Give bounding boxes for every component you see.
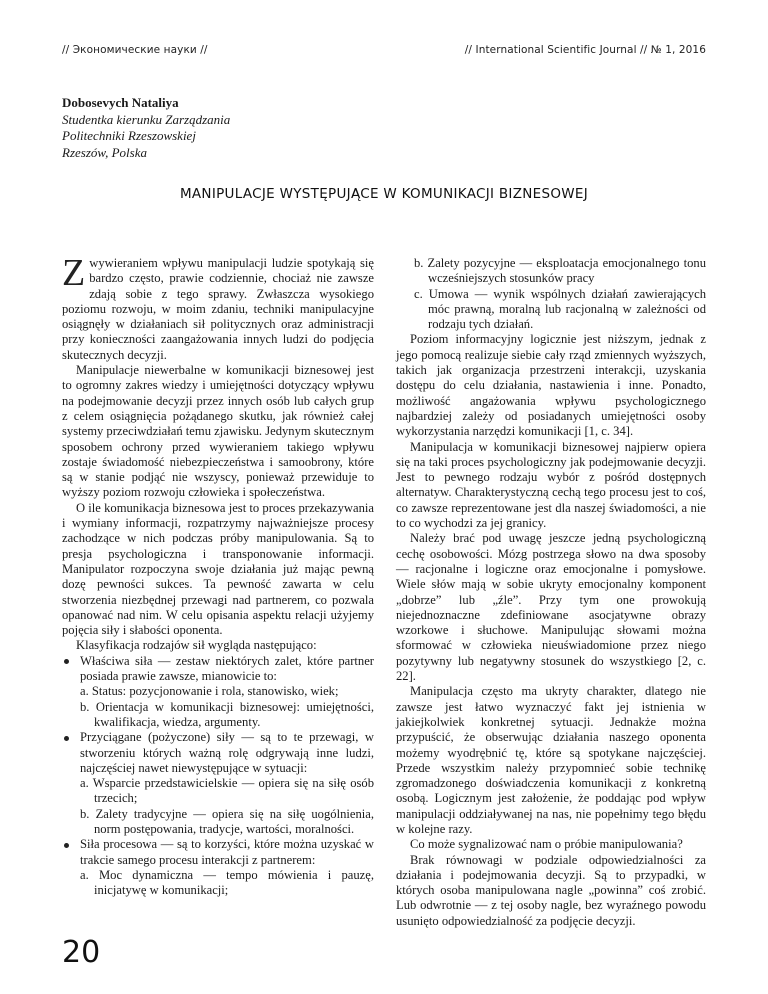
- sub-list-item: b. Zalety pozycyjne — eksploatacja emocjonalnego tonu wcześniejszych stosunków pracy: [414, 256, 706, 286]
- paragraph: Należy brać pod uwagę jeszcze jedną psychologiczną cechę osobowości. Mózg postrzega słowo na dwa sposoby — racjonalne i logiczne oraz emocjonalne i pomysłowe. Wiele słów mają w sobie ukryty emocjonalny komponent „dobrze” lub „źle”. Przy tym one prowokują niejednoznaczne zdefiniowane asocjatywne obrazy wzorkowe i słuchowe. Manipulując słowami można sformować w człowieka nieuświadomione przez niego pozytywny lub negatywny stosunek do wszystkiego [2, c. 22].: [396, 531, 706, 684]
- sub-list-item: a. Moc dynamiczna — tempo mówienia i pauzę, inicjatywę w komunikacji;: [80, 867, 374, 898]
- paragraph: Poziom informacyjny logicznie jest niższym, jednak z jego pomocą realizuje siebie cały rząd zmiennych wyższych, takich jak organizacja przestrzeni interakcji, uzyskania dostępu do celu działania, nastawienia i inne. Ponadto, możliwość angażowania wpływu psychologicznego najbardziej zależy od posiadanych umiejętności osoby wykorzystania narzędzi komunikacji [1, c. 34].: [396, 332, 706, 439]
- paragraph: O ile komunikacja biznesowa jest to proces przekazywania i wymiany informacji, rozpatrzymy najważniejsze procesy zachodzące w nich podczas próby manipulowania. Są to presja psychologiczna i transponowanie informacji. Manipulator rozpoczyna swoje działania już mając pewną dozę pewności sukces. Ta pewność zawarta w celu stworzenia niezbędnej przewagi nad partnerem, co pozwala opanować nad nim. W celu opisania aspektu relacji użyjemy pojęcia siły i słabości oponenta.: [62, 500, 374, 638]
- paragraph: Manipulacje niewerbalne w komunikacji biznesowej jest to ogromny zakres wiedzy i umiejętności dotyczący wpływu na podejmowanie decyzji przez innych osób lub całych grup z celem osiągnięcia pożądanego skutku, jak również całej systemy przeciwdziałań temu zjawisku. Jedynym skutecznym sposobem ochrony przed wywieraniem takiego wpływu zostaje świadomość niebezpieczeństwa i samoobrony, które są w stanie podjąć nie wszyscy, ponieważ przewiduje to wyższy poziom rozwoju człowieka i społeczeństwa.: [62, 363, 374, 500]
- list-item: Siła procesowa — są to korzyści, które można uzyskać w trakcie samego procesu interakcji z partnerem:: [62, 837, 374, 868]
- bullet-list: [62, 654, 374, 899]
- left-column: [62, 252, 374, 898]
- author-affiliation-1: Studentka kierunku Zarządzania: [62, 111, 231, 127]
- paragraph: Brak równowagi w podziale odpowiedzialności za działania i podejmowania decyzji. Są to przypadki, w których osoba manipulowana nagle „powinna” coś zrobić. Lub odwrotnie — z tej osoby nagle, bez wyraźnego powodu usunięto odpowiedzialność za podjęcie decyzji.: [396, 852, 706, 928]
- right-column: [396, 256, 706, 929]
- paragraph-text: wywieraniem wpływu manipulacji ludzie spotykają się bardzo często, prawie codziennie, chociaż nie zawsze zdają sobie z tego sprawy. Zwłaszcza wysokiego poziomu rozwoju, w moim zdaniu, techniki manipulacyjne osiągnęły w działaniach sił politycznych oraz administracji przy konieczności zaangażowania innych ludzi do podjęcia skutecznych decyzji.: [62, 256, 374, 362]
- author-block: [62, 95, 230, 161]
- running-head-section: // Экономические науки //: [62, 44, 208, 56]
- list-item: Właściwa siła — zestaw niektórych zalet, które partner posiada prawie zawsze, mianowicie to:: [62, 654, 374, 685]
- author-location: Rzeszów, Polska: [62, 144, 147, 160]
- author-name: Dobosevych Nataliya: [62, 95, 179, 110]
- sub-list-item: c. Umowa — wynik wspólnych działań zawierających móc prawną, moralną lub racjonalną w zależności od rodzaju tych działań.: [414, 286, 706, 332]
- article-title: MANIPULACJE WYSTĘPUJĄCE W KOMUNIKACJI BIZNESOWEJ: [179, 186, 589, 202]
- list-item: Przyciągane (pożyczone) siły — są to te przewagi, w stworzeniu których ważną rolę odgrywają inne ludzi, najczęściej nawet niewystępujące w sytuacji:: [62, 730, 374, 776]
- paragraph: Manipulacja w komunikacji biznesowej najpierw opiera się na taki proces psychologiczny jak podejmowanie decyzji. Jest to pewnego rodzaju wybór z pośród dostępnych alternatyw. Charakterystyczną cechą tego procesu jest to coś, co zawsze reprezentowane jest dla naszej świadomości, a nie to co wychodzi za jej granicy.: [396, 439, 706, 531]
- paragraph: [62, 252, 374, 363]
- sub-list-item: a. Wsparcie przedstawicielskie — opiera się na siłę osób trzecich;: [80, 776, 374, 806]
- author-affiliation-2: Politechniki Rzeszowskiej: [62, 128, 196, 143]
- sub-list-item: b. Zalety tradycyjne — opiera się na siłę uogólnienia, norm postępowania, tradycje, wartości, moralności.: [80, 806, 374, 836]
- paragraph: Co może sygnalizować nam o próbie manipulowania?: [410, 837, 683, 852]
- drop-cap: Z: [62, 252, 86, 294]
- paragraph: Manipulacja często ma ukryty charakter, dlatego nie zawsze jest łatwo wyznaczyć fakt jej istnienia w jakiejkolwiek konkretnej sytuacji. Jednakże można przypuścić, że obserwując działania naszego oponenta możemy wyodrębnić tę, które są spotykane najczęściej. Przede wszystkim należy przypomnieć sobie technikę zgromadzonego doświadczenia komunikacji z konkretną osobą. Logicznym jest założenie, że poddając pod wpływ manipulacji oddziaływanej na nas, nie popełnimy tego błędu w kolejne razy.: [396, 684, 706, 836]
- page-number: 20: [62, 935, 101, 970]
- sub-list-item: a. Status: pozycjonowanie i rola, stanowisko, wiek;: [80, 684, 339, 699]
- running-head-journal: // International Scientific Journal // № 1, 2016: [464, 44, 706, 56]
- sub-list-item: b. Orientacja w komunikacji biznesowej: umiejętności, kwalifikacja, wiedza, argumenty.: [80, 699, 374, 729]
- paragraph: Klasyfikacja rodzajów sił wygląda następująco:: [76, 638, 317, 653]
